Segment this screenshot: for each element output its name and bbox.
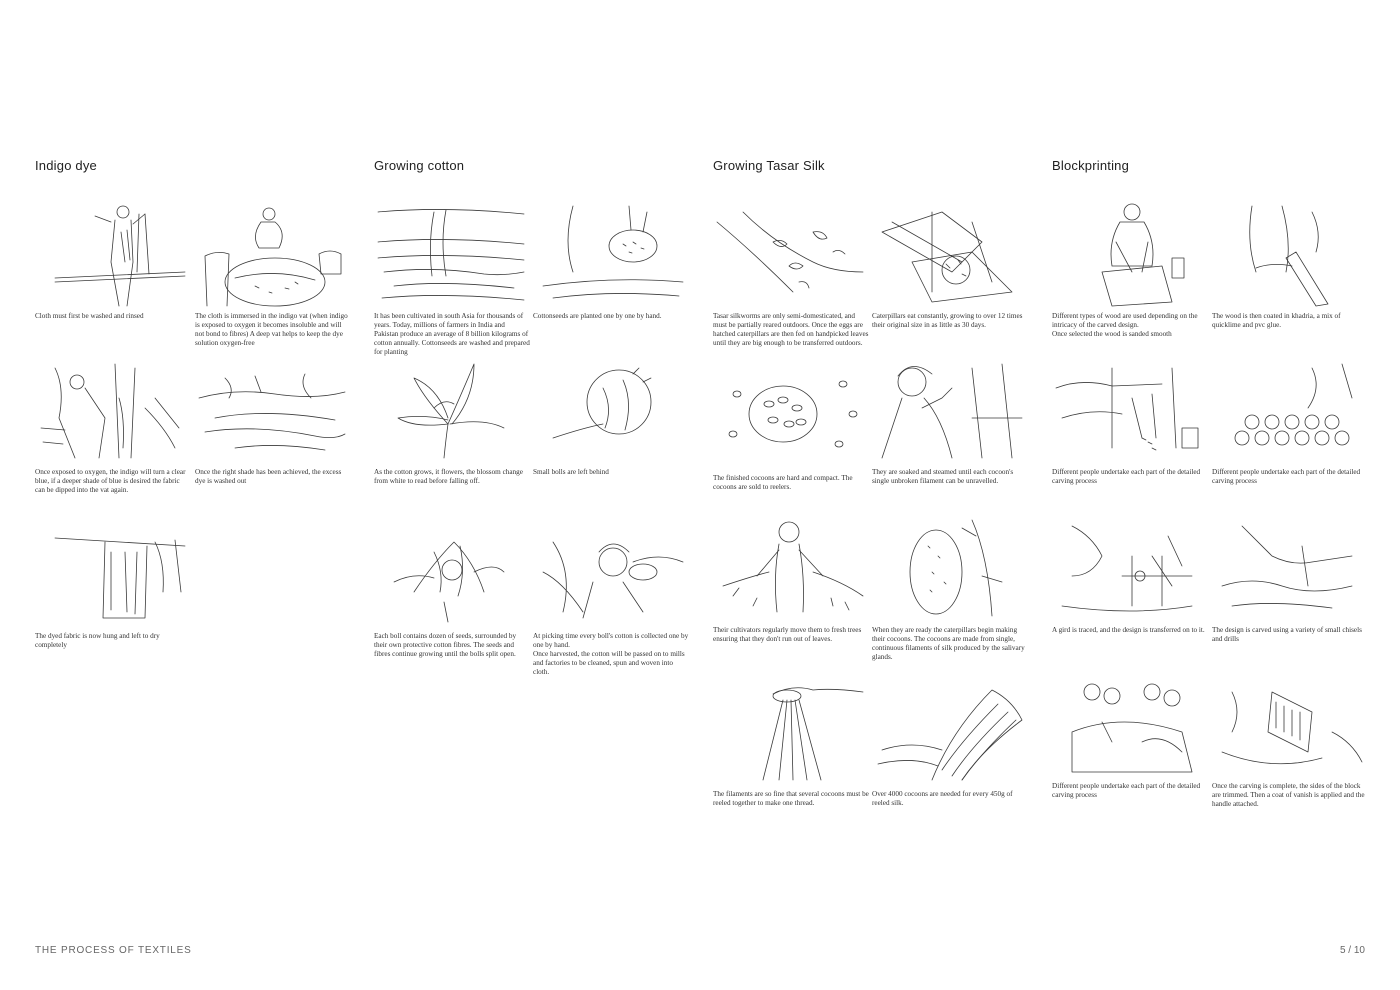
silk-step-1 bbox=[713, 202, 869, 348]
cotton-step-3 bbox=[374, 358, 530, 486]
cocoons-pile-icon bbox=[713, 364, 865, 470]
caption: Once the right shade has been achieved, the excess dye is washed out bbox=[195, 468, 342, 485]
silk-step-3 bbox=[713, 364, 869, 492]
caption: As the cotton grows, it flowers, the blossom change from white to read before falling off. bbox=[374, 468, 523, 485]
open-boll-icon bbox=[374, 522, 526, 628]
block-step-3 bbox=[1052, 358, 1208, 486]
caption: Once the carving is complete, the sides of the block are trimmed. Then a coat of vanish is applied and the handle attached. bbox=[1212, 782, 1365, 808]
caption: Small bolls are left behind bbox=[533, 468, 609, 476]
caption: The finished cocoons are hard and compact. The cocoons are sold to reelers. bbox=[713, 474, 853, 491]
caption: Caterpillars eat constantly, growing to over 12 times their original size in as little as 30 days. bbox=[872, 312, 1023, 329]
caption: Once exposed to oxygen, the indigo will turn a clear blue, if a deeper shade of blue is desired the fabric can be dipped into the vat again. bbox=[35, 468, 186, 494]
caption: A gird is traced, and the design is transferred on to it. bbox=[1052, 626, 1205, 634]
silk-step-6 bbox=[872, 516, 1028, 662]
caption: Cloth must first be washed and rinsed bbox=[35, 312, 144, 320]
block-step-5 bbox=[1052, 516, 1208, 635]
caption: Different people undertake each part of the detailed carving process bbox=[1052, 468, 1201, 485]
caption: The filaments are so fine that several cocoons must be reeled together to make one thread. bbox=[713, 790, 869, 807]
block-step-6 bbox=[1212, 516, 1368, 644]
silk-step-2 bbox=[872, 202, 1028, 330]
caption: Different people undertake each part of the detailed carving process bbox=[1052, 782, 1201, 799]
washing-cloth-icon bbox=[35, 202, 187, 308]
silk-step-5 bbox=[713, 516, 869, 644]
cotton-step-4 bbox=[533, 358, 689, 477]
caption: At picking time every boll's cotton is collected one by one by hand. Once harvested, the cotton will be passed on to mills and factories to be cleaned, spun and woven into cloth. bbox=[533, 632, 689, 676]
silk-step-4 bbox=[872, 358, 1028, 486]
caption: The cloth is immersed in the indigo vat (when indigo is exposed to oxygen it becomes insoluble and will not bond to fibres) A deep vat helps to keep the dye solution oxygen-free bbox=[195, 312, 348, 347]
trimming-block-icon bbox=[1212, 672, 1364, 778]
picking-cotton-icon bbox=[533, 522, 685, 628]
caption: They are soaked and steamed until each cocoon's single unbroken filament can be unravelled. bbox=[872, 468, 1014, 485]
caption: The dyed fabric is now hung and left to dry completely bbox=[35, 632, 160, 649]
block-step-1 bbox=[1052, 202, 1208, 339]
caption: The wood is then coated in khadria, a mix of quicklime and pvc glue. bbox=[1212, 312, 1341, 329]
caption: Different people undertake each part of the detailed carving process bbox=[1212, 468, 1361, 485]
cotton-flower-icon bbox=[374, 358, 526, 464]
footer-title: THE PROCESS OF TEXTILES bbox=[35, 945, 192, 956]
indigo-step-2 bbox=[195, 202, 351, 348]
caption: Different types of wood are used depending on the intricacy of the carved design. Once selected the wood is sanded smooth bbox=[1052, 312, 1198, 338]
block-step-2 bbox=[1212, 202, 1368, 330]
sanding-wood-icon bbox=[1052, 202, 1204, 308]
cotton-step-5 bbox=[374, 522, 530, 659]
cotton-boll-icon bbox=[533, 358, 685, 464]
cotton-step-6 bbox=[533, 522, 689, 677]
washing-seeds-icon bbox=[374, 202, 526, 308]
block-step-4 bbox=[1212, 358, 1368, 486]
caption: Their cultivators regularly move them to fresh trees ensuring that they don't run out of leaves. bbox=[713, 626, 862, 643]
reeled-silk-icon bbox=[872, 680, 1024, 786]
cocoon-branch-icon bbox=[872, 516, 1024, 622]
tracing-grid-icon bbox=[1052, 516, 1204, 622]
caption: Each boll contains dozen of seeds, surrounded by their own protective cotton fibres. The seeds and fibres continue growing until the bolls split open. bbox=[374, 632, 517, 658]
silk-step-8 bbox=[872, 680, 1028, 808]
block-step-8 bbox=[1212, 672, 1368, 809]
washing-dye-icon bbox=[195, 358, 347, 464]
filaments-icon bbox=[713, 680, 865, 786]
indigo-step-5 bbox=[35, 522, 191, 650]
indigo-vat-icon bbox=[195, 202, 347, 308]
caption: Over 4000 cocoons are needed for every 450g of reeled silk. bbox=[872, 790, 1013, 807]
block-step-7 bbox=[1052, 672, 1208, 800]
cotton-step-1 bbox=[374, 202, 530, 357]
caption: When they are ready the caterpillars begin making their cocoons. The cocoons are made from single, continuous filaments of silk produced by the salivary glands. bbox=[872, 626, 1025, 661]
caption: Tasar silkworms are only semi-domesticated, and must be partially reared outdoors. Once the eggs are hatched caterpillars are then fed on handpicked leaves until they are big enough to be transferred outdoors. bbox=[713, 312, 869, 347]
drilling-icon bbox=[1052, 358, 1204, 464]
silk-step-7 bbox=[713, 680, 869, 808]
caterpillars-leaves-icon bbox=[872, 202, 1024, 308]
indigo-step-1 bbox=[35, 202, 191, 321]
column-title-cotton: Growing cotton bbox=[374, 158, 465, 173]
column-title-silk: Growing Tasar Silk bbox=[713, 158, 825, 173]
hanging-fabric-icon bbox=[35, 522, 187, 628]
cultivator-icon bbox=[713, 516, 865, 622]
caption: Cottonseeds are planted one by one by hand. bbox=[533, 312, 662, 320]
silkworms-icon bbox=[713, 202, 865, 308]
carving-chisel-icon bbox=[1212, 516, 1364, 622]
caption: It has been cultivated in south Asia for thousands of years. Today, millions of farmers in India and Pakistan produce an average of 8 billion kilograms of cotton annually. Cottonseeds are washed and prepared for planting bbox=[374, 312, 530, 356]
column-title-indigo: Indigo dye bbox=[35, 158, 97, 173]
carving-detail-icon bbox=[1052, 672, 1204, 778]
column-title-blockprinting: Blockprinting bbox=[1052, 158, 1130, 173]
carved-blocks-icon bbox=[1212, 358, 1364, 464]
coating-wood-icon bbox=[1212, 202, 1364, 308]
planting-seeds-icon bbox=[533, 202, 685, 308]
indigo-step-3 bbox=[35, 358, 191, 495]
indigo-step-4 bbox=[195, 358, 351, 486]
dipping-fabric-icon bbox=[35, 358, 187, 464]
cotton-step-2 bbox=[533, 202, 689, 321]
page-number: 5 / 10 bbox=[1339, 945, 1365, 956]
caption: The design is carved using a variety of small chisels and drills bbox=[1212, 626, 1362, 643]
woman-reeling-icon bbox=[872, 358, 1024, 464]
